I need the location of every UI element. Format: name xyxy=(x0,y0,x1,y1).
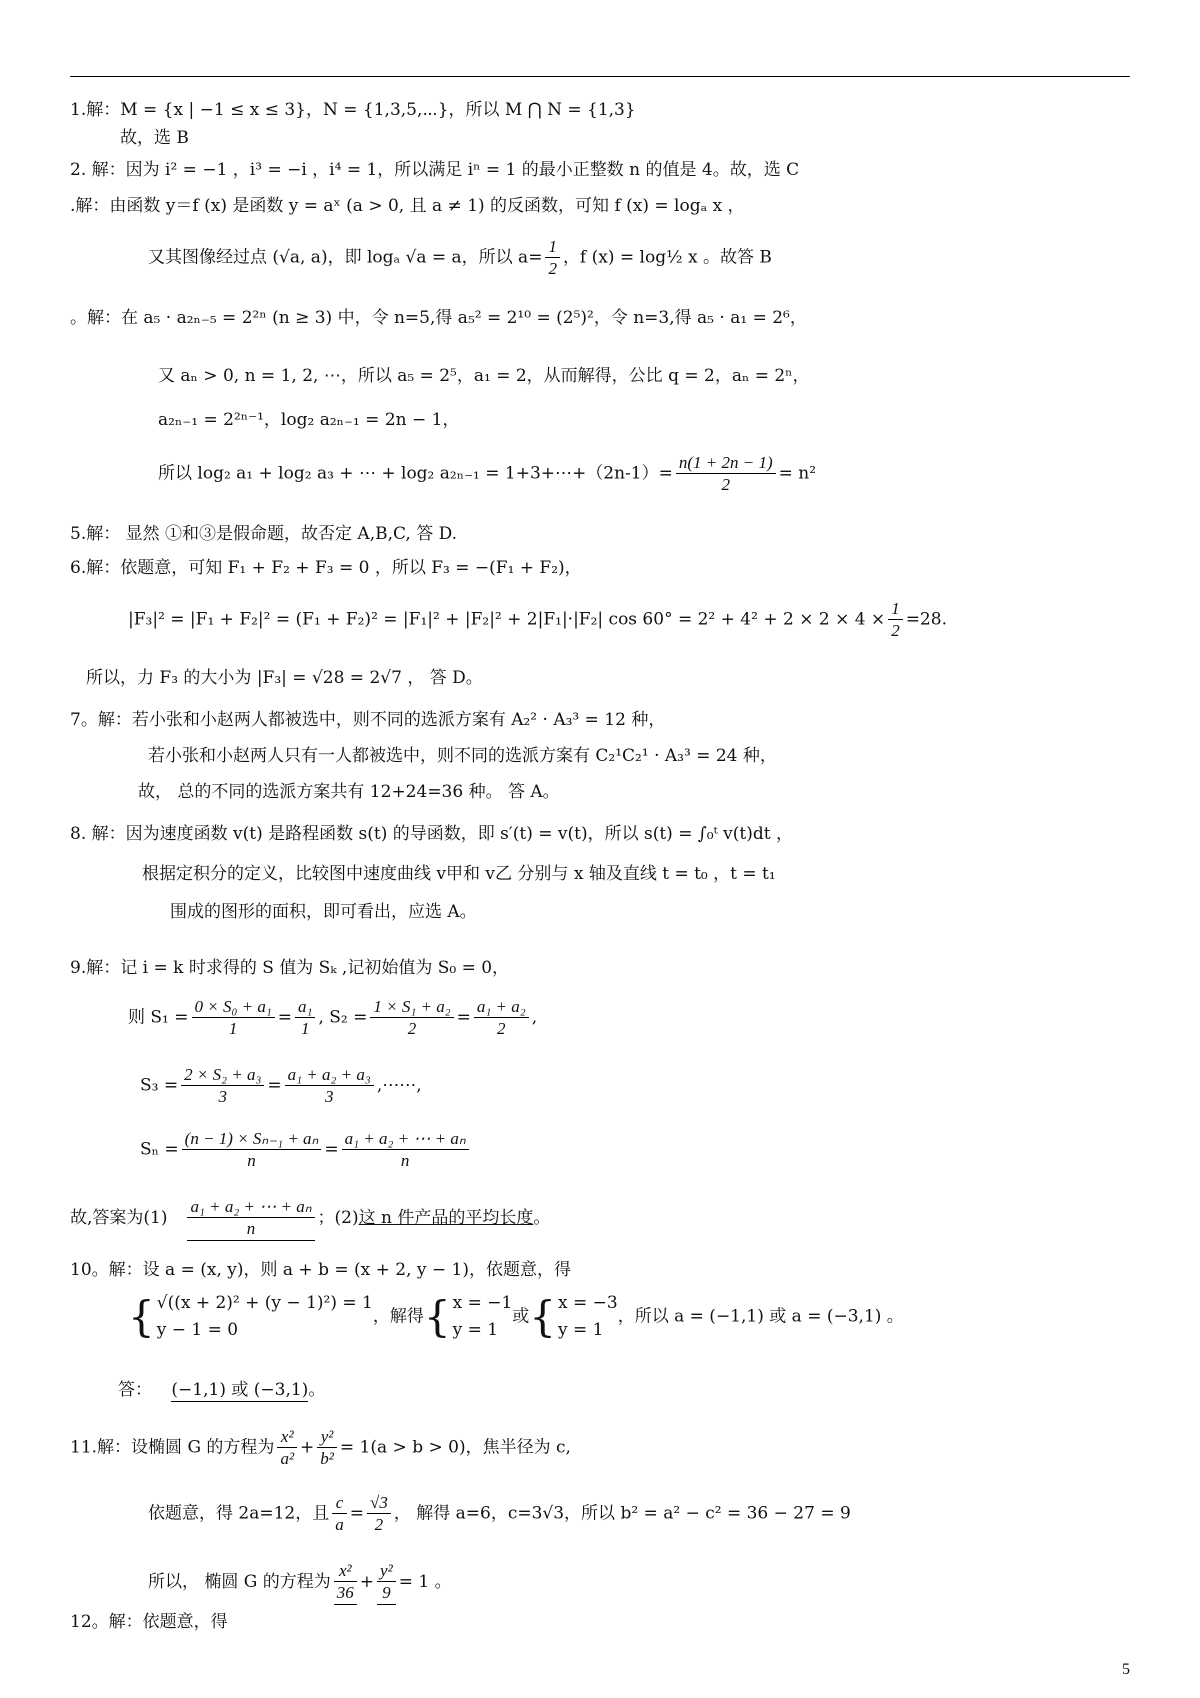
q7-line-c: 故， 总的不同的选派方案共有 12+24=36 种。 答 A。 xyxy=(138,782,560,802)
q4d-post: = n² xyxy=(778,463,817,484)
q9e-pre: 故,答案为(1) xyxy=(70,1207,168,1228)
q11-frac-2-den: b² xyxy=(320,1449,334,1469)
q11-frac-2-num: y² xyxy=(317,1426,337,1448)
q9-line: 9.解：记 i = k 时求得的 S 值为 Sₖ ,记初始值为 S₀ = 0， xyxy=(70,958,510,978)
q6-line-c: 所以，力 F₃ 的大小为 |F₃| = √28 = 2√7 ， 答 D。 xyxy=(86,668,483,688)
q3-line-b xyxy=(148,236,772,280)
q11b-frac-1-num: c xyxy=(332,1492,347,1514)
q9c-frac-2-num: a₁ + a₂ + a₃ xyxy=(285,1064,374,1086)
q10b-sys1-top: √((x + 2)² + (y − 1)²) = 1 xyxy=(156,1293,373,1313)
q9c-post: ,⋯⋯, xyxy=(376,1075,422,1096)
q3b-frac-den: 2 xyxy=(548,259,557,279)
q8-line: 8. 解：因为速度函数 v(t) 是路程函数 s(t) 的导函数，即 s′(t) = v(t)，所以 s(t) = ∫₀ᵗ v(t)dt ， xyxy=(70,824,793,844)
q11c-frac-2 xyxy=(377,1560,396,1605)
q10b-system-1 xyxy=(157,1290,373,1344)
q9b-frac-3-den: 2 xyxy=(407,1019,417,1039)
q9e-frac-num: a₁ + a₂ + ⋯ + aₙ xyxy=(187,1196,314,1218)
q3b-post: ，f (x) = log½ x 。故答 B xyxy=(562,247,772,268)
q4-line: 。解：在 a₅ · a₂ₙ₋₅ = 2²ⁿ (n ≥ 3) 中，令 n=5,得 a₅² = 2¹⁰ = (2⁵)²，令 n=3,得 a₅ · a₁ = 2⁶， xyxy=(70,308,807,328)
q10c-post: 。 xyxy=(308,1380,326,1400)
q4d-frac-num: n(1 + 2n − 1) xyxy=(676,452,776,474)
q11c-post: = 1 。 xyxy=(398,1571,452,1592)
q11-plus: + xyxy=(300,1437,315,1458)
q11b-frac-2-num: √3 xyxy=(367,1492,391,1514)
q9b-frac-3-num: 1 × S₁ + a₂ xyxy=(370,996,453,1018)
q9b-frac-4-den: 2 xyxy=(497,1019,506,1039)
q9c-frac-2 xyxy=(285,1064,374,1108)
q10c-answer: (−1,1) 或 (−3,1) xyxy=(171,1380,308,1402)
q3b-frac-num: 1 xyxy=(545,236,560,258)
q3b-pre: 又其图像经过点 (√a, a)，即 logₐ √a = a，所以 a= xyxy=(148,247,543,268)
q10b-mid: ，解得 xyxy=(372,1306,424,1327)
q5-line: 5.解： 显然 ①和③是假命题，故否定 A,B,C, 答 D. xyxy=(70,524,458,544)
q11b-frac-1-den: a xyxy=(335,1515,344,1535)
q10c-pre: 答： xyxy=(118,1380,152,1400)
q6b-pre: |F₃|² = |F₁ + F₂|² = (F₁ + F₂)² = |F₁|² + |F₂|² + 2|F₁|·|F₂| cos 60° = 2² + 4² + 2 × 2 × 4 × xyxy=(128,609,886,630)
q9e-answer-underlined: 这 n 件产品的平均长度 xyxy=(358,1207,534,1228)
q9b-frac-3 xyxy=(370,996,453,1040)
q9d-frac-2-num: a₁ + a₂ + ⋯ + aₙ xyxy=(342,1128,469,1150)
q3-line: .解：由函数 y＝f (x) 是函数 y = aˣ (a > 0, 且 a ≠ 1) 的反函数，可知 f (x) = logₐ x ， xyxy=(70,196,745,216)
q4d-frac-den: 2 xyxy=(721,475,730,495)
q9e-mid: ；(2) xyxy=(317,1207,359,1228)
q9e-frac xyxy=(187,1196,314,1241)
q11-frac-1-den: a² xyxy=(280,1449,295,1469)
q9-line-b: 则 S₁ = $\frac{\text{0 × S₀ + a₁}}{1}$ = $\frac{\text{a₁}}{1}$ , S₂ = $\frac{\text{1 × S₁ + a₂}}{2}$ = $\frac{\text{a₁ + a₂}}{2}$ , xyxy=(128,997,538,1039)
q9b-frac-1 xyxy=(192,996,275,1040)
q9b-frac-1-num: 0 × S₀ + a₁ xyxy=(192,996,275,1018)
q1-line: 1.解：M = {x | −1 ≤ x ≤ 3}，N = {1,3,5,⋯}，所以 M ⋂ N = {1,3} xyxy=(70,100,636,120)
q9c-frac-1-num: 2 × S₂ + a₃ xyxy=(181,1064,264,1086)
q11b-post: ， 解得 a=6，c=3√3，所以 b² = a² − c² = 36 − 27 = 9 xyxy=(393,1503,851,1524)
q6-line: 6.解：依题意，可知 F₁ + F₂ + F₃ = 0 ，所以 F₃ = −(F₁ + F₂)， xyxy=(70,558,582,578)
q9-line-c: S₃ = $\frac{\text{2 × S₂ + a₃}}{3}$ = $\frac{\text{a₁ + a₂ + a₃}}{3}$ ,⋯⋯, xyxy=(140,1065,422,1107)
q11-frac-1 xyxy=(277,1426,297,1470)
q11c-frac-1-num: x² xyxy=(334,1560,357,1582)
q11-line-b xyxy=(148,1492,851,1536)
q11c-frac-1-den: 36 xyxy=(334,1582,357,1604)
q9d-frac-1 xyxy=(182,1128,322,1172)
q9b-frac-1-den: 1 xyxy=(228,1019,238,1039)
q10b-brace-3: { xyxy=(529,1292,557,1342)
page-number: 5 xyxy=(1122,1661,1130,1678)
q6b-frac xyxy=(888,598,903,642)
q10-line-c xyxy=(118,1380,325,1402)
q4-line-b: 又 aₙ > 0, n = 1, 2, ⋯，所以 a₅ = 2⁵，a₁ = 2，从而解得，公比 q = 2，aₙ = 2ⁿ， xyxy=(158,366,810,386)
q8-line-b: 根据定积分的定义，比较图中速度曲线 v甲和 v乙 分别与 x 轴及直线 t = t₀ ，t = t₁ xyxy=(142,864,776,884)
q8-line-c: 围成的图形的面积，即可看出，应选 A。 xyxy=(170,902,477,922)
q9d-frac-1-num: (n − 1) × Sₙ₋₁ + aₙ xyxy=(182,1128,322,1150)
q6-line-b xyxy=(128,598,947,642)
q10b-sys1-bot: y − 1 = 0 xyxy=(156,1320,239,1341)
q11c-plus: + xyxy=(359,1571,375,1592)
q9c-frac-2-den: 3 xyxy=(324,1087,334,1107)
q10-line: 10。解：设 a = (x, y)，则 a + b = (x + 2, y − 1)，依题意，得 xyxy=(70,1260,572,1280)
q9d-frac-1-den: n xyxy=(247,1151,256,1171)
q2-line: 2. 解：因为 i² = −1 ，i³ = −i ，i⁴ = 1，所以满足 iⁿ = 1 的最小正整数 n 的值是 4。故，选 C xyxy=(70,160,800,180)
q10b-sys3-top: x = −3 xyxy=(558,1293,618,1313)
q4-line-d xyxy=(158,452,816,496)
q10b-brace-1: { xyxy=(128,1292,155,1342)
q12-line: 12。解：依题意，得 xyxy=(70,1612,228,1632)
q1-answer: 故，选 B xyxy=(120,128,189,148)
q10b-post: ，所以 a = (−1,1) 或 a = (−3,1) 。 xyxy=(617,1306,904,1327)
q11-line-c xyxy=(148,1560,452,1605)
q9c-frac-1-den: 3 xyxy=(218,1087,227,1107)
q10b-sys2-top: x = −1 xyxy=(452,1293,513,1313)
q9e-frac-den: n xyxy=(187,1218,314,1240)
q11-frac-2 xyxy=(317,1426,337,1470)
q9b-frac-4-num: a₁ + a₂ xyxy=(474,996,529,1018)
q9-line-d: Sₙ = $\frac{\text{(n − 1) × Sₙ₋₁ + aₙ}}{n}$ = $\frac{\text{a₁ + a₂ + ⋯ + aₙ}}{n}$ xyxy=(140,1128,472,1172)
q10b-sys3-bot: y = 1 xyxy=(558,1320,604,1341)
q11-line xyxy=(70,1426,571,1470)
q10b-brace-2: { xyxy=(423,1292,451,1342)
q11c-frac-1 xyxy=(334,1560,357,1605)
q11c-frac-2-num: y² xyxy=(377,1560,396,1582)
q10-line-b xyxy=(128,1290,904,1344)
q9c-pre: S₃ = xyxy=(140,1075,179,1096)
q9b-frac-4 xyxy=(474,996,529,1040)
q9b-frac-2 xyxy=(295,996,315,1040)
q9d-frac-2-den: n xyxy=(400,1151,410,1171)
q11-frac-1-num: x² xyxy=(277,1426,297,1448)
q4d-frac xyxy=(676,452,776,496)
q4-line-c: a₂ₙ₋₁ = 2²ⁿ⁻¹，log₂ a₂ₙ₋₁ = 2n − 1， xyxy=(158,410,460,430)
header-rule xyxy=(70,76,1130,77)
q10b-sys2-bot: y = 1 xyxy=(452,1320,499,1341)
q9-line-e xyxy=(70,1196,550,1241)
q11b-frac-1 xyxy=(332,1492,347,1536)
q9d-frac-2 xyxy=(342,1128,469,1172)
q11b-frac-2-den: 2 xyxy=(374,1515,384,1535)
q10b-or: 或 xyxy=(512,1306,530,1327)
q3b-frac xyxy=(545,236,560,280)
q9c-frac-1 xyxy=(181,1064,264,1108)
q9b-pre: 则 S₁ = xyxy=(128,1007,189,1028)
q9b-mid: , S₂ = xyxy=(318,1007,368,1028)
q11c-frac-2-den: 9 xyxy=(377,1582,396,1604)
q11b-eq: = xyxy=(349,1503,364,1524)
q9e-post: 。 xyxy=(533,1207,551,1228)
q6b-frac-den: 2 xyxy=(891,621,900,641)
q11-pre: 11.解：设椭圆 G 的方程为 xyxy=(70,1437,275,1458)
q6b-frac-num: 1 xyxy=(888,598,903,620)
q7-line: 7。解：若小张和小赵两人都被选中，则不同的选派方案有 A₂² · A₃³ = 12 种， xyxy=(70,710,666,730)
q10b-system-3 xyxy=(558,1290,618,1344)
q4d-pre: 所以 log₂ a₁ + log₂ a₃ + ⋯ + log₂ a₂ₙ₋₁ = 1+3+⋯+（2n-1）= xyxy=(158,463,673,484)
q9b-frac-2-num: a₁ xyxy=(295,996,315,1018)
q11-post: = 1(a > b > 0)，焦半径为 c, xyxy=(339,1437,571,1458)
q11c-pre: 所以， 椭圆 G 的方程为 xyxy=(148,1571,331,1592)
q7-line-b: 若小张和小赵两人只有一人都被选中，则不同的选派方案有 C₂¹C₂¹ · A₃³ = 24 种， xyxy=(148,746,777,766)
q11b-frac-2 xyxy=(367,1492,391,1536)
q9d-pre: Sₙ = xyxy=(140,1139,179,1160)
q9b-frac-2-den: 1 xyxy=(300,1019,310,1039)
q10b-system-2 xyxy=(453,1290,513,1344)
q6b-post: =28. xyxy=(905,609,947,630)
q11b-pre: 依题意，得 2a=12，且 xyxy=(148,1503,330,1524)
